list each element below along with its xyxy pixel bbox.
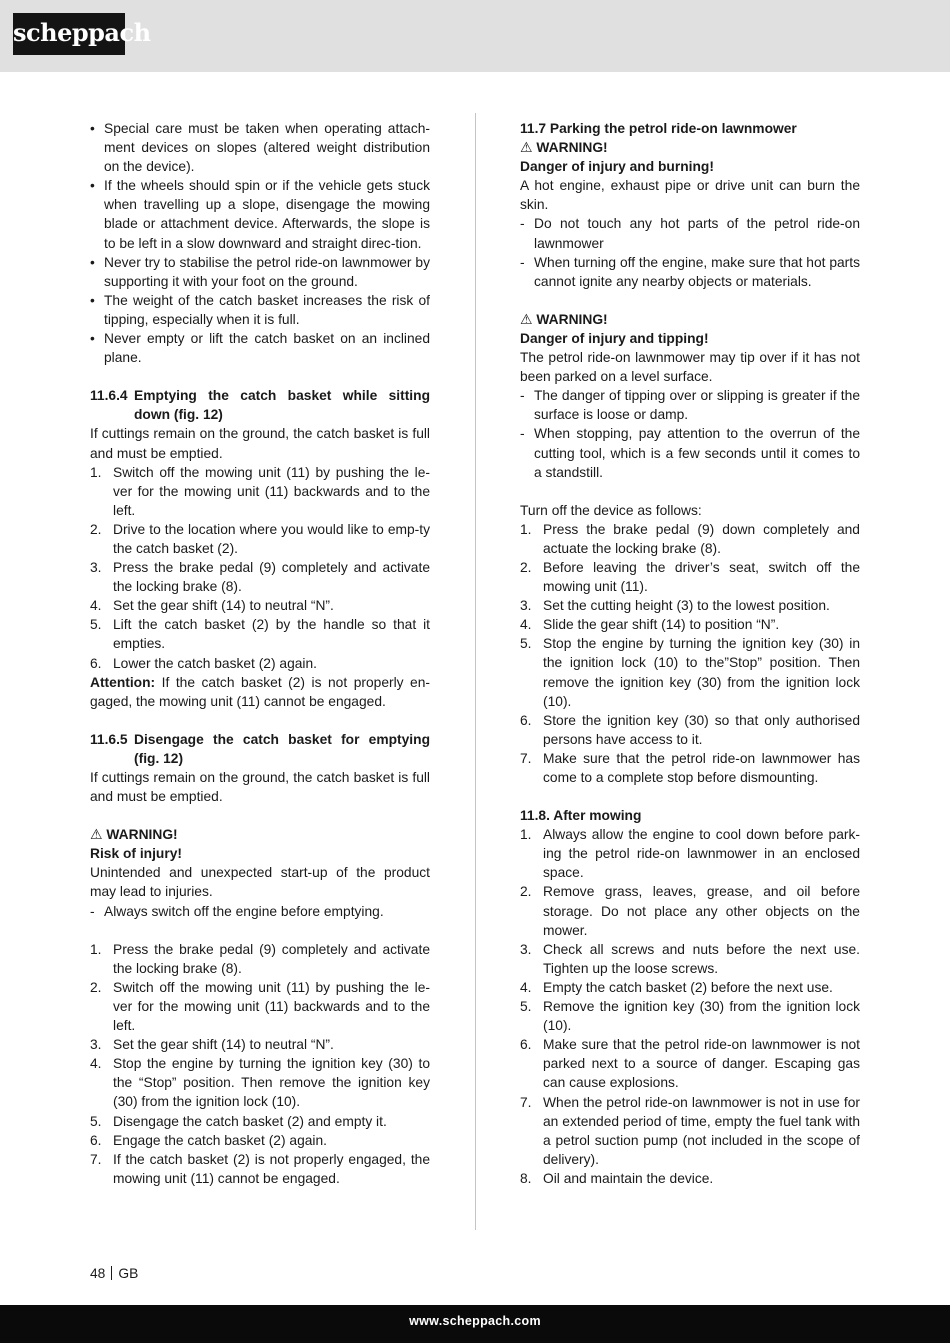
list-item: 7. If the catch basket (2) is not properly engaged, the mowing unit (11) cannot be engaged. — [90, 1151, 430, 1186]
list-item: • Never try to stabilise the petrol ride-on lawnmower by supporting it with your foot on the ground. — [90, 253, 430, 291]
list-item: 2. Drive to the location where you would like to emp-ty the catch basket (2). — [90, 521, 430, 556]
section-heading-11-7: 11.7 Parking the petrol ride-on lawnmower — [520, 121, 797, 136]
column-divider — [475, 113, 476, 1230]
section-number: 11.6.5 — [90, 731, 128, 747]
list-item: 4. Slide the gear shift (14) to position “N”. — [520, 617, 780, 633]
page-number: 48 — [90, 1266, 106, 1281]
scheppach-logo: scheppach — [13, 13, 125, 55]
list-item: - Do not touch any hot parts of the petrol ride-on lawnmower — [520, 214, 860, 252]
list-item: 1. Press the brake pedal (9) down completely and actuate the locking brake (8). — [520, 521, 860, 556]
danger-heading: Danger of injury and burning! — [520, 159, 714, 175]
section-heading-11-6-5 — [90, 730, 430, 768]
list-item: 3. Press the brake pedal (9) completely and activate the locking brake (8). — [90, 560, 430, 595]
list-item: 5. Remove the ignition key (30) from the ignition lock (10). — [520, 999, 860, 1034]
section-heading-11-8: 11.8. After mowing — [520, 808, 642, 824]
warning-heading: ⚠ WARNING! — [90, 825, 430, 844]
page-number-footer — [90, 1265, 138, 1283]
list-item: 4. Empty the catch basket (2) before the next use. — [520, 979, 833, 995]
list-item: 3. Check all screws and nuts before the next use. Tighten up the loose screws. — [520, 941, 860, 976]
section-heading-11-6-4 — [90, 386, 430, 424]
list-item: 2. Before leaving the driver’s seat, switch off the mowing unit (11). — [520, 559, 860, 595]
risk-heading: Risk of injury! — [90, 846, 182, 862]
list-item: 7. Make sure that the petrol ride-on lawnmower has come to a complete stop before dismounting. — [520, 750, 860, 785]
list-item: 1. Press the brake pedal (9) completely and activate the locking brake (8). — [90, 941, 430, 976]
warning-text: A hot engine, exhaust pipe or drive unit can burn the skin. — [520, 178, 860, 213]
list-item: - The danger of tipping over or slipping is greater if the surface is loose or damp. — [520, 386, 860, 424]
list-item: 3. Set the cutting height (3) to the lowest position. — [520, 598, 830, 614]
list-item: 6. Lower the catch basket (2) again. — [90, 655, 318, 671]
list-item: 3. Set the gear shift (14) to neutral “N”. — [90, 1037, 334, 1053]
section-number: 11.6.4 — [90, 388, 128, 404]
left-column — [90, 119, 430, 1188]
attention-note: Attention: If the catch basket (2) is not properly en-gaged, the mowing unit (11) cannot be engaged. — [90, 674, 430, 709]
list-item: - When stopping, pay attention to the overrun of the cutting tool, which is a few seconds until it comes to a standstill. — [520, 424, 860, 481]
section-title: Disengage the catch basket for emptying (fig. 12) — [134, 731, 430, 766]
list-item: 1. Always allow the engine to cool down before park-ing the petrol ride-on lawnmower in an enclosed space. — [520, 827, 860, 881]
danger-heading: Danger of injury and tipping! — [520, 330, 709, 346]
list-item: • Special care must be taken when operating attach-ment devices on slopes (altered weight distribution on the device). — [90, 119, 430, 176]
section-intro: If cuttings remain on the ground, the catch basket is full and must be emptied. — [90, 770, 430, 805]
list-item: 2. Remove grass, leaves, grease, and oil before storage. Do not place any other objects on the mower. — [520, 884, 860, 938]
risk-text: Unintended and unexpected start-up of the product may lead to injuries. — [90, 865, 430, 900]
list-item: 6. Store the ignition key (30) so that only authorised persons have access to it. — [520, 712, 860, 747]
list-item: 5. Stop the engine by turning the ignition key (30) in the ignition lock (10) to the”Stop” position. Then remove the ignition key (30) from the ignition lock (10). — [520, 636, 860, 709]
warning-text: The petrol ride-on lawnmower may tip over if it has not been parked on a level surface. — [520, 350, 860, 385]
emptying-steps-list — [90, 463, 430, 673]
language-code: GB — [118, 1266, 139, 1281]
list-item: 2. Switch off the mowing unit (11) by pushing the le-ver for the mowing unit (11) backwards and to the left. — [90, 979, 430, 1034]
parking-steps-list — [520, 520, 860, 787]
website-url: www.scheppach.com — [409, 1314, 541, 1328]
warning-triangle-icon: ⚠ — [520, 140, 533, 156]
warning-dash-list — [520, 386, 860, 481]
right-column — [520, 119, 860, 1188]
list-item: 1. Switch off the mowing unit (11) by pushing the le-ver for the mowing unit (11) backwards and to the left. — [90, 464, 430, 518]
list-item: 6. Make sure that the petrol ride-on lawnmower is not parked next to a source of danger. Escaping gas can cause explosions. — [520, 1037, 860, 1091]
list-item: • If the wheels should spin or if the vehicle gets stuck when travelling up a slope, disengage the mowing blade or attachment device. Afterwards, the slope is to be left in a slow downward and straight direc-tion. — [90, 176, 430, 252]
list-item: - When turning off the engine, make sure that hot parts cannot ignite any nearby objects or materials. — [520, 253, 860, 291]
disengage-steps-list — [90, 940, 430, 1188]
warning-dash-list — [520, 214, 860, 290]
section-title: Emptying the catch basket while sitting down (fig. 12) — [134, 388, 430, 423]
safety-bullet-list — [90, 119, 430, 367]
list-item: 4. Stop the engine by turning the ignition key (30) to the “Stop” position. Then remove the ignition key (30) from the ignition lock (10). — [90, 1056, 430, 1110]
list-item: - Always switch off the engine before emptying. — [90, 902, 430, 921]
warning-dash-list — [90, 902, 430, 921]
warning-heading: ⚠ WARNING! — [520, 310, 860, 329]
list-item: • The weight of the catch basket increases the risk of tipping, especially when it is full. — [90, 291, 430, 329]
list-item: 5. Lift the catch basket (2) by the handle so that it empties. — [90, 617, 430, 652]
warning-triangle-icon: ⚠ — [520, 311, 533, 327]
after-mowing-steps-list — [520, 825, 860, 1188]
warning-heading: ⚠ WARNING! — [520, 138, 860, 157]
turnoff-intro: Turn off the device as follows: — [520, 502, 702, 518]
list-item: 7. When the petrol ride-on lawnmower is not in use for an extended period of time, empty the fuel tank with a petrol suction pump (not included in the scope of delivery). — [520, 1094, 860, 1167]
list-item: 6. Engage the catch basket (2) again. — [90, 1132, 327, 1148]
list-item: 8. Oil and maintain the device. — [520, 1170, 714, 1186]
list-item: 4. Set the gear shift (14) to neutral “N”. — [90, 598, 334, 614]
list-item: 5. Disengage the catch basket (2) and empty it. — [90, 1113, 387, 1129]
warning-triangle-icon: ⚠ — [90, 827, 103, 843]
section-intro: If cuttings remain on the ground, the catch basket is full and must be emptied. — [90, 426, 430, 461]
list-item: • Never empty or lift the catch basket on an inclined plane. — [90, 329, 430, 367]
